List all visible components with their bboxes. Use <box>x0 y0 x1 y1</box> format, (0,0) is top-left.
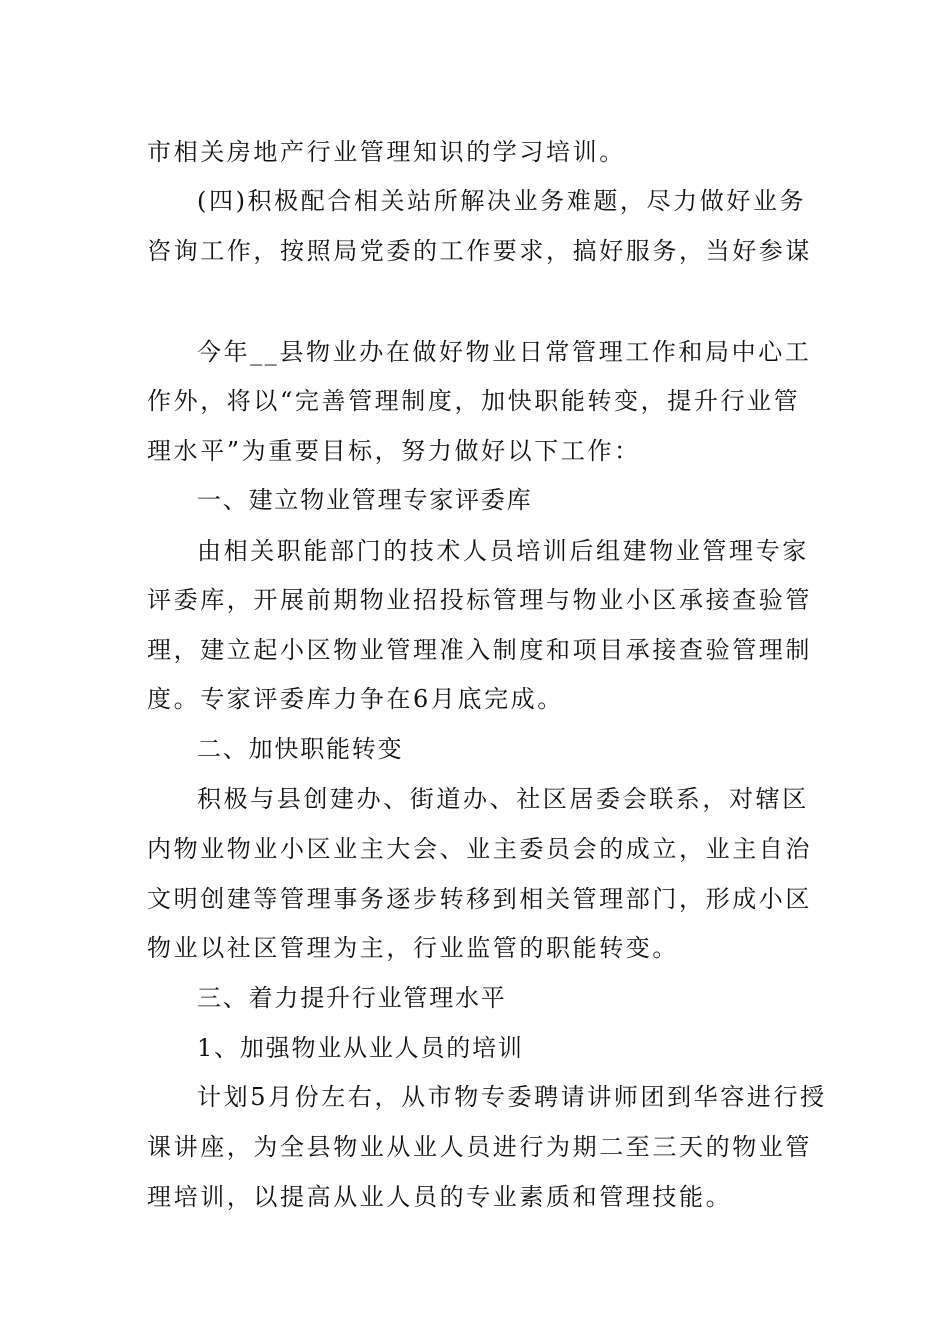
paragraph-line: 今年__县物业办在做好物业日常管理工作和局中心工 <box>197 338 812 366</box>
paragraph-line: 评委库，开展前期物业招投标管理与物业小区承接查验管 <box>147 586 812 614</box>
section-heading: 一、建立物业管理专家评委库 <box>197 486 533 514</box>
paragraph-line: 内物业物业小区业主大会、业主委员会的成立，业主自治 <box>147 835 812 863</box>
paragraph-line: 文明创建等管理事务逐步转移到相关管理部门，形成小区 <box>147 885 812 913</box>
paragraph-line: 理，建立起小区物业管理准入制度和项目承接查验管理制 <box>147 636 812 664</box>
subsection-heading: 1、加强物业从业人员的培训 <box>197 1034 524 1062</box>
paragraph-line: 市相关房地产行业管理知识的学习培训。 <box>147 138 626 166</box>
paragraph-line: 理水平”为重要目标，努力做好以下工作： <box>147 437 641 465</box>
section-heading: 三、着力提升行业管理水平 <box>197 984 507 1012</box>
paragraph-line: 由相关职能部门的技术人员培训后组建物业管理专家 <box>197 537 809 565</box>
paragraph-line: 课讲座，为全县物业从业人员进行为期二至三天的物业管 <box>147 1133 812 1161</box>
section-heading: 二、加快职能转变 <box>197 735 404 763</box>
paragraph-line: 计划5月份左右，从市物专委聘请讲师团到华容进行授 <box>197 1083 827 1111</box>
paragraph-line: 物业以社区管理为主，行业监管的职能转变。 <box>147 934 679 962</box>
paragraph-line: 理培训，以提高从业人员的专业素质和管理技能。 <box>147 1183 733 1211</box>
paragraph-line: (四)积极配合相关站所解决业务难题，尽力做好业务 <box>197 187 807 215</box>
paragraph-line: 作外，将以“完善管理制度，加快职能转变，提升行业管 <box>147 387 801 415</box>
paragraph-line: 咨询工作，按照局党委的工作要求，搞好服务，当好参谋 <box>147 237 812 265</box>
paragraph-line: 度。专家评委库力争在6月底完成。 <box>147 685 564 713</box>
paragraph-line: 积极与县创建办、街道办、社区居委会联系，对辖区 <box>197 785 809 813</box>
